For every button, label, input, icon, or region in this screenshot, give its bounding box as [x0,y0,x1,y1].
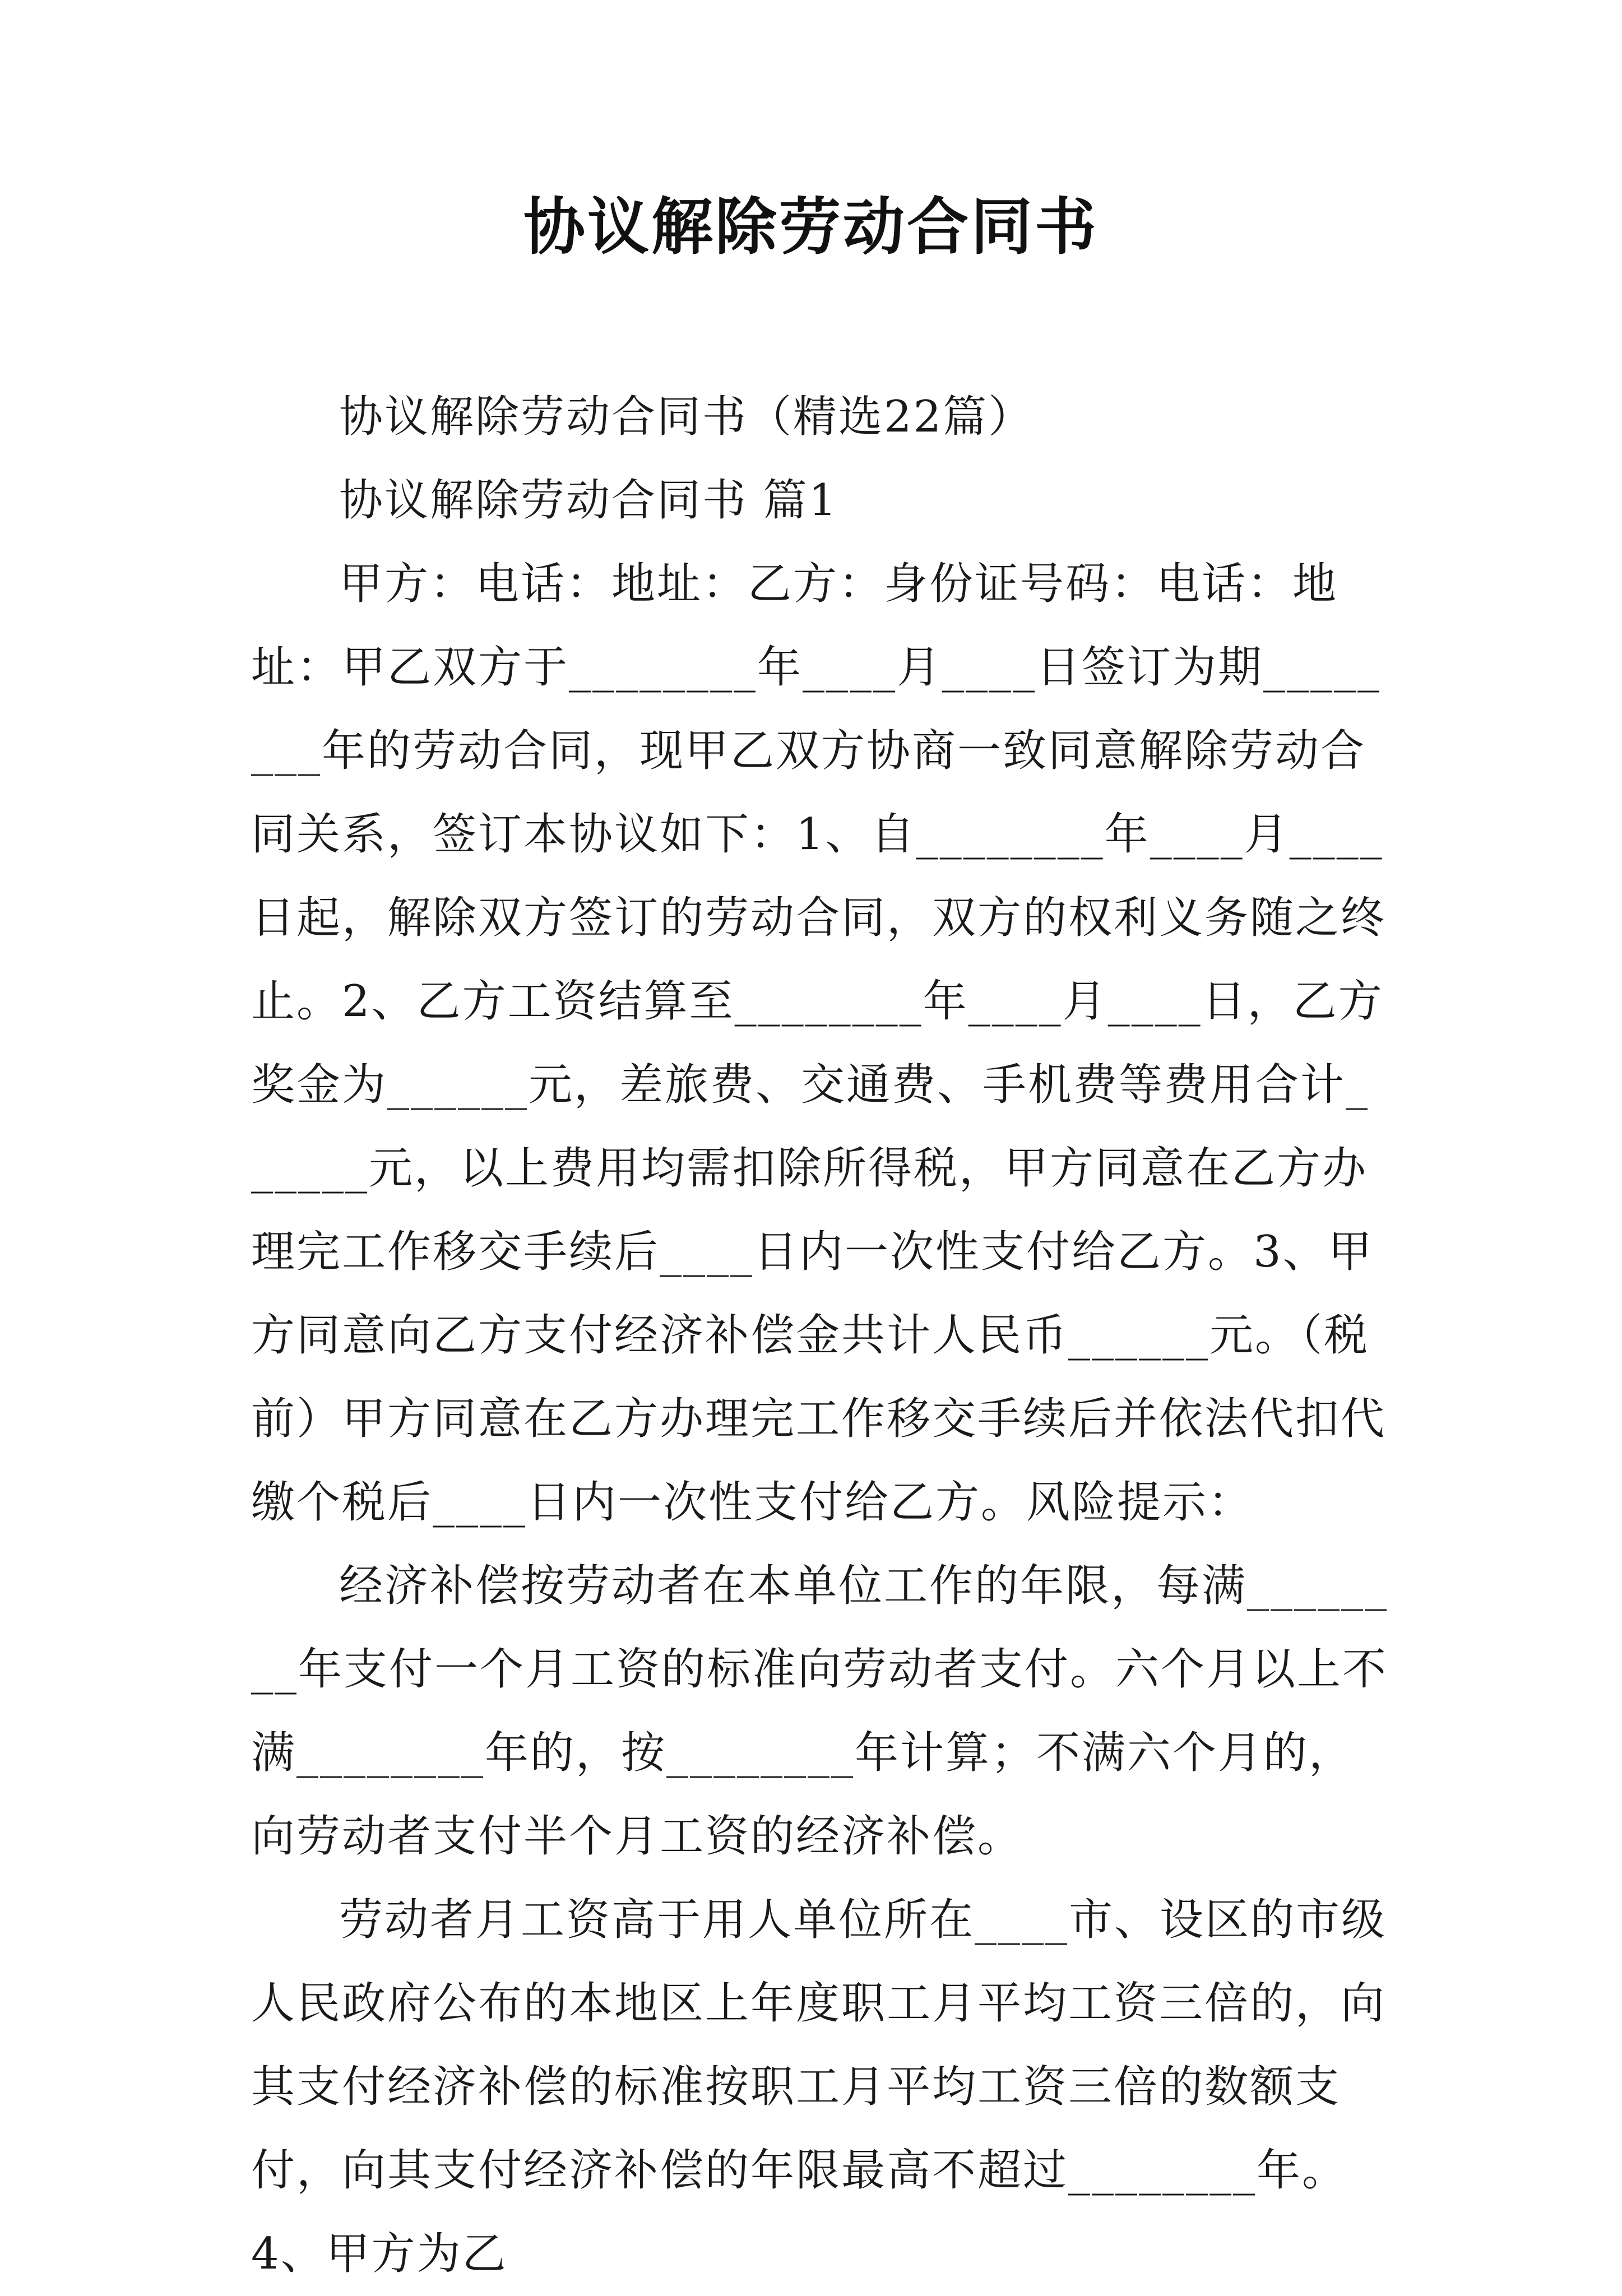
document-title: 协议解除劳动合同书 [523,191,1099,263]
paragraph-compensation-cap: 劳动者月工资高于用人单位所在____市、设区的市级人民政府公布的本地区上年度职工月平均工资三倍的，向其支付经济补偿的标准按职工月平均工资三倍的数额支付，向其支付经济补偿的年限最高不超过________年。4、甲方为乙 [251,1895,1387,2279]
paragraph-section-heading: 协议解除劳动合同书 篇1 [339,475,838,526]
paragraph-compensation-rule: 经济补偿按劳动者在本单位工作的年限，每满________年支付一个月工资的标准向劳动者支付。六个月以上不满________年的，按________年计算；不满六个月的，向劳动者支付半个月工资的经济补偿。 [251,1561,1389,1862]
document-body [251,375,1389,2296]
paragraph-agreement-terms: 甲方：电话：地址：乙方：身份证号码：电话：地址：甲乙双方于________年____月____日签订为期________年的劳动合同，现甲乙双方协商一致同意解除劳动合同关系，签订本协议如下：1、自________年____月____日起，解除双方签订的劳动合同，双方的权利义务随之终止。2、乙方工资结算至________年____月____日，乙方奖金为______元，差旅费、交通费、手机费等费用合计______元，以上费用均需扣除所得税，甲方同意在乙方办理完工作移交手续后____日内一次性支付给乙方。3、甲方同意向乙方支付经济补偿金共计人民币______元。（税前）甲方同意在乙方办理完工作移交手续后并依法代扣代缴个税后____日内一次性支付给乙方。风险提示： [251,559,1387,1528]
paragraph-subtitle: 协议解除劳动合同书（精选22篇） [339,392,1034,442]
